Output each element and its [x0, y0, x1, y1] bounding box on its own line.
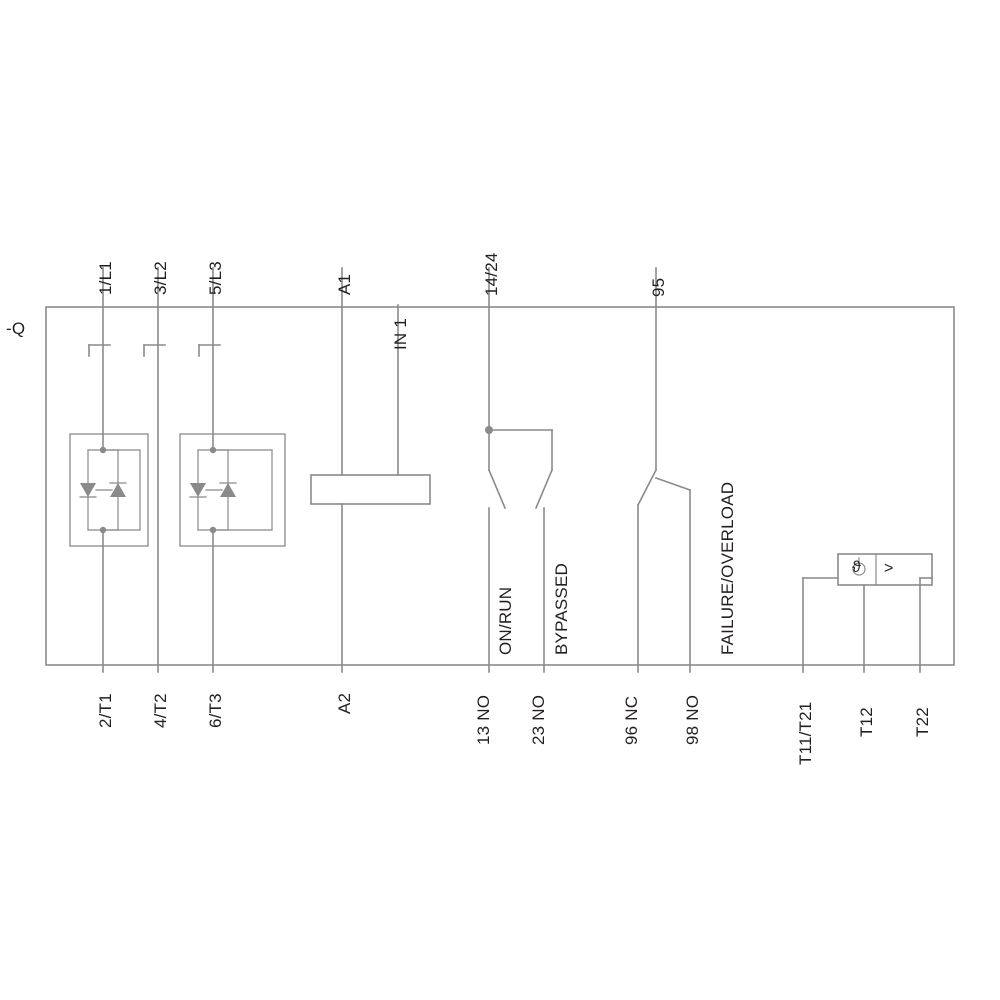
terminal-label-t11-t21: T11/T21 — [796, 701, 815, 765]
terminal-label-a2: A2 — [335, 692, 354, 714]
terminal-label-t22: T22 — [913, 707, 932, 737]
terminal-label-t12: T12 — [857, 707, 876, 737]
terminal-label-2-t1: 2/T1 — [96, 693, 115, 728]
terminal-label-in1: IN 1 — [391, 318, 410, 350]
terminal-label-98-no: 98 NO — [683, 694, 702, 745]
node-dot — [210, 447, 216, 453]
terminal-label-95: 95 — [649, 277, 668, 297]
node-dot — [100, 527, 106, 533]
coil-box — [311, 475, 430, 504]
function-label-failure-overload: FAILURE/OVERLOAD — [718, 481, 737, 655]
contact13-blade — [489, 470, 505, 508]
contact98-link — [656, 478, 690, 490]
terminal-label-96-nc: 96 NC — [622, 695, 641, 745]
terminal-label-4-t2: 4/T2 — [151, 693, 170, 728]
thermistor-theta-icon: ϑ — [852, 559, 861, 576]
terminal-label-a1: A1 — [335, 273, 354, 295]
terminal-label-5-l3: 5/L3 — [206, 261, 225, 295]
terminal-label-13-no: 13 NO — [474, 694, 493, 745]
node-dot — [100, 447, 106, 453]
thyristor2-symbol-a — [190, 483, 206, 497]
terminal-label-23-no: 23 NO — [529, 694, 548, 745]
contact23-blade — [536, 470, 552, 508]
contact95-blade — [638, 470, 656, 505]
terminal-label-1-l1: 1/L1 — [96, 261, 115, 295]
node-dot — [210, 527, 216, 533]
function-label-on-run: ON/RUN — [496, 586, 515, 655]
greater-than-icon: > — [884, 560, 894, 577]
terminal-label-3-l2: 3/L2 — [151, 261, 170, 295]
terminal-label-6-t3: 6/T3 — [206, 693, 225, 728]
terminal-label-14-24: 14/24 — [482, 252, 501, 296]
thyristor1-symbol-a — [80, 483, 96, 497]
function-label-bypassed: BYPASSED — [552, 563, 571, 655]
device-tag: -Q — [6, 319, 26, 338]
